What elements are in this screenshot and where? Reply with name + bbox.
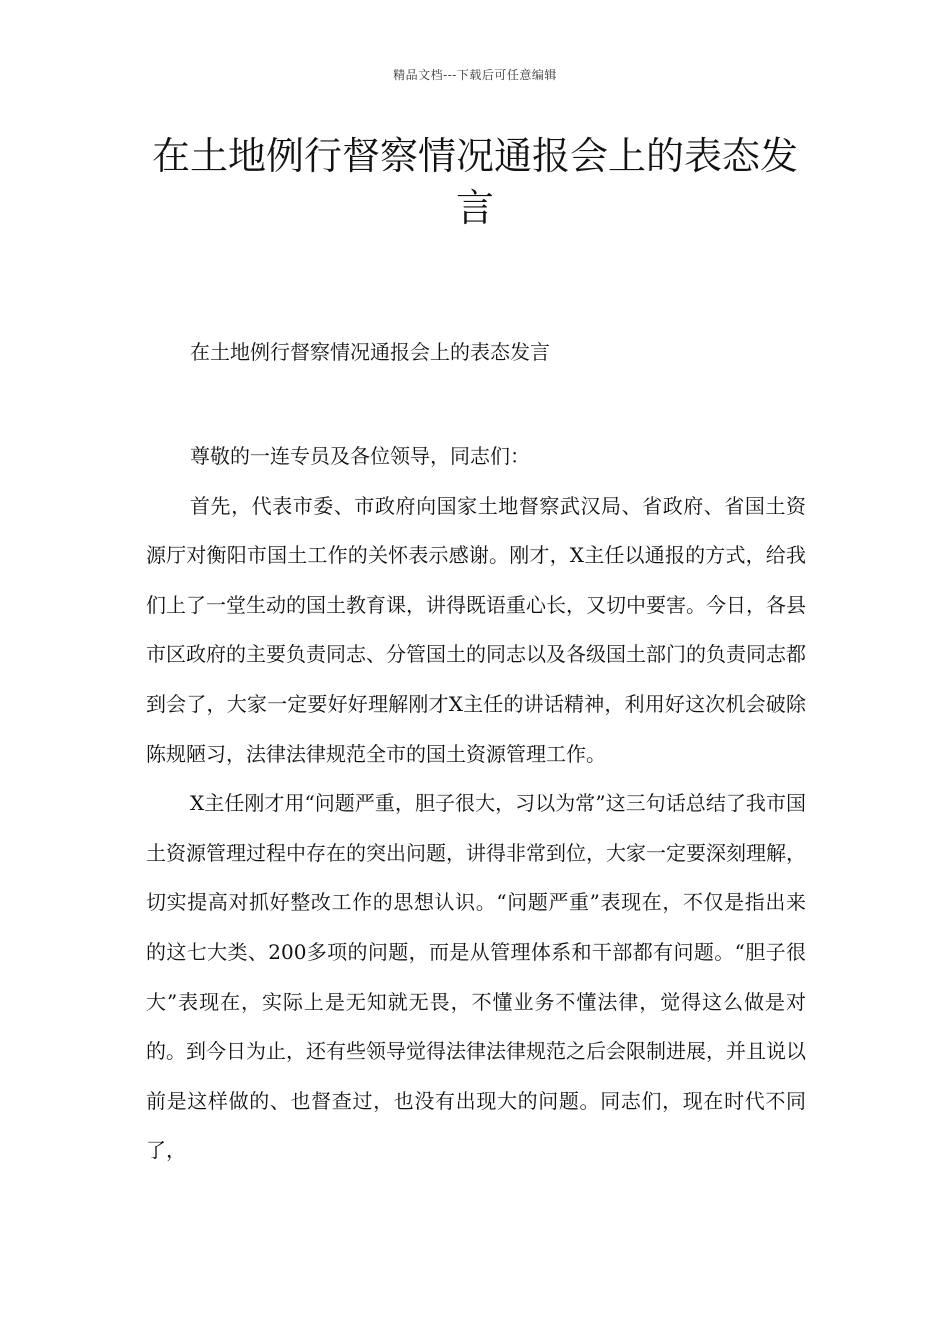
header-note: 精品文档---下载后可任意编辑	[393, 68, 557, 82]
document-subtitle: 在土地例行督察情况通报会上的表态发言	[190, 340, 550, 364]
document-body	[146, 432, 806, 1176]
paragraph: X主任刚才用“问题严重，胆子很大，习以为常”这三句话总结了我市国土资源管理过程中存在的突出问题，讲得非常到位，大家一定要深刻理解，切实提高对抓好整改工作的思想认识。“问题严重”表现在，不仅是指出来的这七大类、200多项的问题，而是从管理体系和干部都有问题。“胆子很大”表现在，实际上是无知就无畏，不懂业务不懂法律，觉得这么做是对的。到今日为止，还有些领导觉得法律法律规范之后会限制进展，并且说以前是这样做的、也督查过，也没有出现大的问题。同志们，现在时代不同了，	[146, 791, 806, 1163]
paragraph-salutation: 尊敬的一连专员及各位领导，同志们：	[190, 444, 530, 468]
document-title: 在土地例行督察情况通报会上的表态发言	[151, 134, 798, 230]
paragraph: 首先，代表市委、市政府向国家土地督察武汉局、省政府、省国土资源厅对衡阳市国土工作的关怀表示感谢。刚才，X主任以通报的方式，给我们上了一堂生动的国土教育课，讲得既语重心长，又切中要害。今日，各县市区政府的主要负责同志、分管国土的同志以及各级国土部门的负责同志都到会了，大家一定要好好理解刚才X主任的讲话精神，利用好这次机会破除陈规陋习，法律法律规范全市的国土资源管理工作。	[146, 493, 806, 766]
